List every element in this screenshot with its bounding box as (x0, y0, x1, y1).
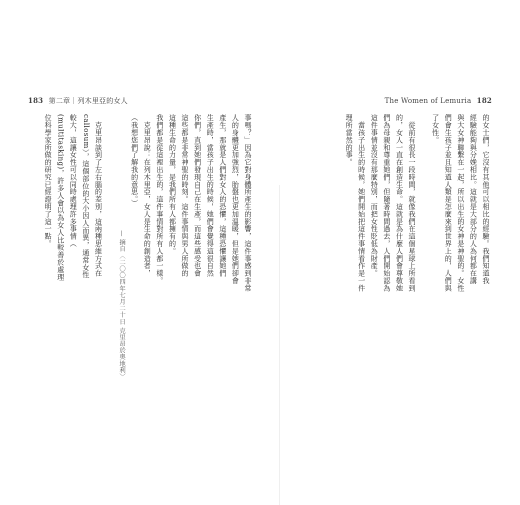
text-column: 人的身體更加強烈，胎盤也更加溫暖，但是她們卻會 (231, 114, 240, 285)
text-column: 的，女人一直在創造生命。這就是為什麼人們會尊敬她 (395, 114, 404, 292)
left-page-header (28, 96, 128, 106)
text-column: 較大，這讓女性可以同時處理許多事情（ (69, 114, 78, 248)
text-column: 理所當然的事。 (345, 114, 354, 166)
text-column: 你們，直到她們發現自己在生產，而這些感受也會 (193, 114, 202, 277)
text-column: 這件事情並沒有那麼特別，而把女性貶低為財產。 (370, 114, 379, 277)
text-column: 從前有很長一段時間，就像我們在這個星球上所看到 (408, 114, 417, 292)
text-column: 位科學家所做的研究已經證明了這一點。 (44, 114, 53, 248)
text-column: 事嗎？」因為它對身體所產生的影響，這件事感到非常 (244, 114, 252, 292)
text-column: 克里昂談到了左右腦的差別，這兩種思維方式在 (94, 114, 103, 277)
right-page-header (385, 96, 492, 105)
text-column: 當孩子出生的時候，她們開始把這件事情看作是一件 (357, 114, 366, 292)
text-column: 這些都是非常神聖的時刻。這件事情與男人所做的 (181, 114, 190, 277)
quote-attribution: — 摘自〈二〇〇四年七月二十日 克里昂於奧地利〉 (118, 184, 126, 381)
text-column: 克里昂說：在列木里亞，女人是生命的創造者， (143, 114, 152, 277)
paragraph-break (105, 114, 113, 408)
text-column: 們為母親和尊重她們，但隨著時間過去，人們開始認為 (382, 114, 391, 292)
text-column: 們會生孩子並且知道人類是怎麼來到世界上的，人們與 (444, 114, 453, 292)
right-page-text (272, 114, 490, 408)
left-page (20, 90, 260, 420)
text-column: （我想您們了解我的意思。） (130, 114, 139, 207)
text-column: 了女性。 (431, 114, 440, 144)
left-page-text (34, 114, 252, 408)
right-page (260, 90, 500, 420)
text-column: 經驗能夠與分娩相比。這就是大部分的人為何都在講 (469, 114, 478, 285)
text-column: callosum），這個部位的大小因人而異，通常女性 (81, 114, 90, 279)
text-column: (multitasking)，許多人會以為女人比較善於處理 (56, 114, 65, 281)
text-column: 的女士們，它沒有其他可以相比的經驗。我們知道我 (482, 114, 490, 285)
right-page-number: 182 (476, 96, 492, 105)
text-column: 我們都是從這裡出生的，這件事情對所有人都一樣。 (155, 114, 164, 285)
text-column: 這種生命的力量，是我們所有人都擁有的。 (168, 114, 177, 255)
text-column: 生產時，當孩子出生的時候，她們會覺得這很自然 (206, 114, 215, 277)
left-page-number: 183 (28, 96, 44, 105)
chapter-title: 第二章｜列木里亞的女人 (48, 97, 128, 105)
book-spread (20, 90, 500, 420)
book-title: The Women of Lemuria (384, 97, 472, 105)
paragraph-break (419, 114, 427, 408)
text-column: 與大女神聯繫在一起，所以出生的女神是神聖的。女性 (456, 114, 465, 292)
text-column: 產生，那就是人們對女人的恐懼，這種恐懼讓她們 (218, 114, 227, 277)
